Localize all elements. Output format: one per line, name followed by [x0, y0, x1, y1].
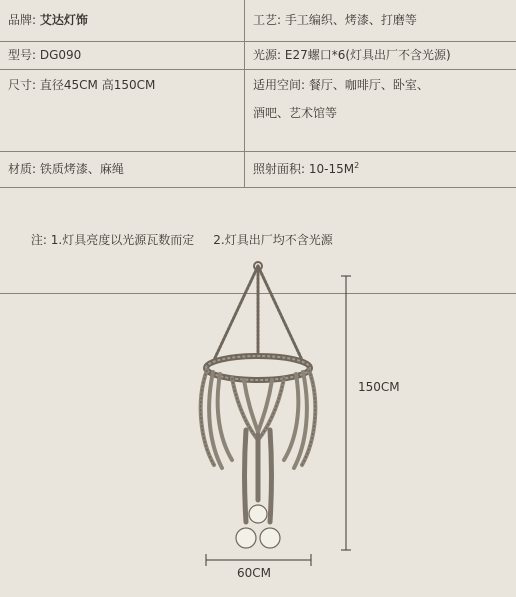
width-label: 60CM: [237, 566, 271, 580]
space-value-1: 餐厅、咖啡厅、卧室、: [309, 78, 429, 92]
brand-cell: [0, 0, 245, 42]
light-label: 光源:: [253, 48, 281, 62]
bulb-icon: [260, 528, 280, 548]
craft-value: 手工编织、烤漆、打磨等: [285, 13, 417, 27]
area-label: 照射面积:: [253, 162, 305, 176]
note-text: 注: 1.灯具亮度以光源瓦数而定 2.灯具出厂均不含光源: [31, 233, 333, 247]
size-cell: [0, 70, 245, 152]
size-value: 直径45CM 高150CM: [40, 78, 155, 92]
material-label: 材质:: [8, 162, 36, 176]
spec-row: [0, 0, 516, 42]
area-cell: [245, 152, 516, 188]
model-value: DG090: [40, 48, 81, 62]
material-cell: [0, 152, 245, 188]
height-label: 150CM: [358, 380, 400, 394]
spec-row: [0, 152, 516, 188]
craft-label: 工艺:: [253, 13, 281, 27]
craft-cell: [245, 0, 516, 42]
height-dimension: [341, 276, 351, 550]
area-superscript: 2: [354, 161, 359, 170]
spec-row: [0, 70, 516, 152]
bulb-icon: [236, 528, 256, 548]
chandelier-drawing: [0, 260, 516, 593]
spec-table: [0, 0, 516, 294]
hanging-chains: [214, 266, 302, 360]
space-value-2: 酒吧、艺术馆等: [253, 106, 337, 120]
size-label: 尺寸:: [8, 78, 36, 92]
space-cell: [245, 70, 516, 152]
area-value: 10-15M: [309, 162, 354, 176]
product-figure: [0, 260, 516, 593]
model-cell: [0, 42, 245, 70]
model-label: 型号:: [8, 48, 36, 62]
width-dimension: [206, 554, 311, 566]
light-value: E27螺口*6(灯具出厂不含光源): [285, 48, 451, 62]
bulb-icon: [249, 505, 267, 523]
light-cell: [245, 42, 516, 70]
brand-label: 品牌:: [8, 13, 36, 27]
spec-row: [0, 42, 516, 70]
brand-value: 艾达灯饰: [40, 13, 88, 27]
space-label: 适用空间:: [253, 78, 305, 92]
material-value: 铁质烤漆、麻绳: [40, 162, 124, 176]
bulbs: [236, 505, 280, 548]
